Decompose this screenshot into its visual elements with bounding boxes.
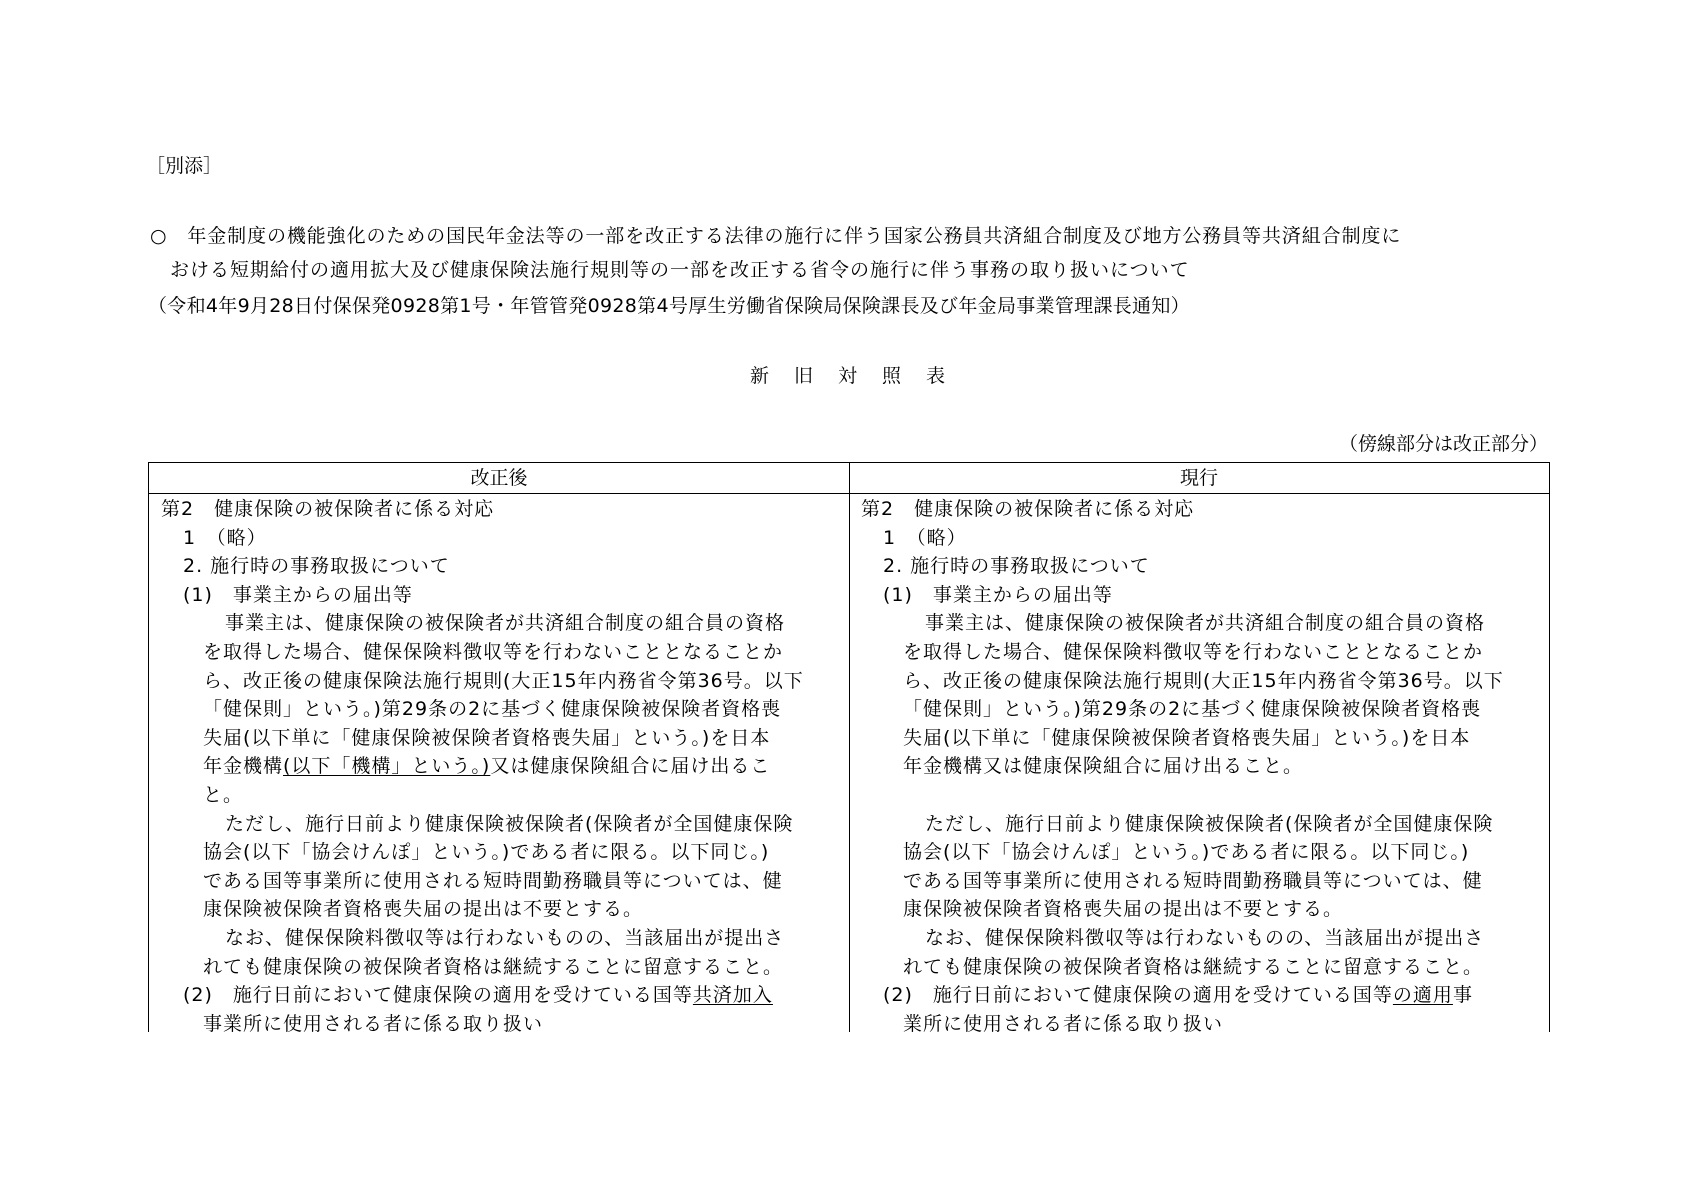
table-line: [861, 609, 1551, 638]
line-text: ら、改正後の健康保険法施行規則(大正15年内務省令第36号。以下: [903, 669, 1504, 692]
table-line: [861, 867, 1551, 896]
table-line: [161, 552, 851, 581]
line-text: 失届(以下単に「健康保険被保険者資格喪失届」という。)を日本: [203, 726, 771, 749]
table-line: [861, 638, 1551, 667]
line-text: を取得した場合、健保保険料徴収等を行わないこととなることか: [203, 640, 784, 663]
line-text: 康保険被保険者資格喪失届の提出は不要とする。: [203, 898, 644, 921]
table-line: [161, 1010, 851, 1039]
line-text: 「健保則」という。)第29条の2に基づく健康保険被保険者資格喪: [903, 698, 1482, 721]
table-line: [161, 781, 851, 810]
amended-text: の適用: [1392, 984, 1453, 1007]
line-text: 第2 健康保険の被保険者に係る対応: [861, 498, 1195, 520]
table-line: [861, 953, 1551, 982]
line-text: 年金機構又は健康保険組合に届け出ること。: [903, 755, 1304, 778]
header-current: 現行: [1179, 467, 1218, 489]
line-text: 「健保則」という。)第29条の2に基づく健康保険被保険者資格喪: [203, 698, 782, 721]
table-line: [861, 552, 1551, 581]
line-text: 第2 健康保険の被保険者に係る対応: [161, 498, 495, 520]
line-text: ただし、施行日前より健康保険被保険者(保険者が全国健康保険: [925, 812, 1494, 835]
table-line: [161, 495, 851, 524]
table-line: [161, 695, 851, 724]
line-text: 事: [1452, 984, 1473, 1007]
line-text: (2) 施行日前において健康保険の適用を受けている国等: [183, 984, 693, 1007]
document-title-line-1: ○ 年金制度の機能強化のための国民年金法等の一部を改正する法律の施行に伴う国家公務員共済組合制度及び地方公務員等共済組合制度に: [150, 225, 1402, 247]
table-line: [161, 581, 851, 610]
table-line: [161, 867, 851, 896]
line-text: 年金機構: [203, 755, 284, 778]
line-text: 康保険被保険者資格喪失届の提出は不要とする。: [903, 898, 1344, 921]
line-text: 協会(以下「協会けんぽ」という。)である者に限る。以下同じ。): [903, 841, 1470, 864]
table-line: [161, 724, 851, 753]
table-line: [161, 924, 851, 953]
table-line: [861, 724, 1551, 753]
line-text: なお、健保保険料徴収等は行わないものの、当該届出が提出さ: [925, 926, 1485, 949]
table-line: [161, 609, 851, 638]
table-line: [861, 838, 1551, 867]
line-text: 1 （略）: [183, 526, 267, 549]
amended-text: 共済加入: [692, 984, 773, 1007]
underline-note: （傍線部分は改正部分）: [1338, 433, 1548, 455]
table-line: [861, 581, 1551, 610]
line-text: 1 （略）: [883, 526, 967, 549]
header-revised: 改正後: [470, 467, 528, 489]
line-text: 失届(以下単に「健康保険被保険者資格喪失届」という。)を日本: [903, 726, 1471, 749]
line-text: と。: [203, 783, 244, 806]
line-text: を取得した場合、健保保険料徴収等を行わないこととなることか: [903, 640, 1484, 663]
table-line: [861, 981, 1551, 1010]
line-text: 又は健康保険組合に届け出るこ: [490, 755, 771, 778]
document-title-line-2: おける短期給付の適用拡大及び健康保険法施行規則等の一部を改正する省令の施行に伴う事務の取り扱いについて: [170, 259, 1190, 281]
table-line: [161, 953, 851, 982]
table-line: [161, 638, 851, 667]
table-line: [161, 981, 851, 1010]
line-text: 事業主は、健康保険の被保険者が共済組合制度の組合員の資格: [225, 612, 786, 635]
line-text: ただし、施行日前より健康保険被保険者(保険者が全国健康保険: [225, 812, 794, 835]
current-column: [861, 495, 1551, 1038]
line-text: である国等事業所に使用される短時間勤務職員等については、健: [203, 869, 783, 892]
table-line: [861, 1010, 1551, 1039]
line-text: 協会(以下「協会けんぽ」という。)である者に限る。以下同じ。): [203, 841, 770, 864]
table-line: [161, 895, 851, 924]
comparison-table: [148, 462, 1550, 1035]
line-text: 2. 施行時の事務取扱について: [183, 555, 450, 578]
line-text: (1) 事業主からの届出等: [883, 583, 1113, 606]
line-text: 業所に使用される者に係る取り扱い: [903, 1012, 1224, 1035]
line-text: である国等事業所に使用される短時間勤務職員等については、健: [903, 869, 1483, 892]
attachment-label: ［別添］: [146, 155, 223, 177]
document-title-line-3: （令和4年9月28日付保保発0928第1号・年管管発0928第4号厚生労働省保険局保険課長及び年金局事業管理課長通知）: [148, 295, 1190, 317]
table-line: [161, 752, 851, 781]
table-line: [161, 810, 851, 839]
table-line: [861, 695, 1551, 724]
line-text: 事業所に使用される者に係る取り扱い: [203, 1012, 544, 1035]
table-line: [861, 495, 1551, 524]
table-line: [161, 524, 851, 553]
table-line: [861, 810, 1551, 839]
line-text: 2. 施行時の事務取扱について: [883, 555, 1150, 578]
line-text: れても健康保険の被保険者資格は継続することに留意すること。: [903, 955, 1484, 978]
table-line: [161, 838, 851, 867]
line-text: なお、健保保険料徴収等は行わないものの、当該届出が提出さ: [225, 926, 785, 949]
table-line: [861, 524, 1551, 553]
line-text: ら、改正後の健康保険法施行規則(大正15年内務省令第36号。以下: [203, 669, 804, 692]
table-line: [861, 667, 1551, 696]
table-line: [861, 895, 1551, 924]
table-line: [861, 752, 1551, 781]
line-text: 事業主は、健康保険の被保険者が共済組合制度の組合員の資格: [925, 612, 1486, 635]
table-line: [861, 924, 1551, 953]
amended-text: (以下「機構」という。): [283, 755, 491, 778]
revised-column: [161, 495, 851, 1038]
table-line: [161, 667, 851, 696]
table-line: [861, 781, 1551, 810]
comparison-table-title: 新 旧 対 照 表: [750, 365, 949, 387]
line-text: (2) 施行日前において健康保険の適用を受けている国等: [883, 984, 1393, 1007]
line-text: れても健康保険の被保険者資格は継続することに留意すること。: [203, 955, 784, 978]
line-text: (1) 事業主からの届出等: [183, 583, 413, 606]
